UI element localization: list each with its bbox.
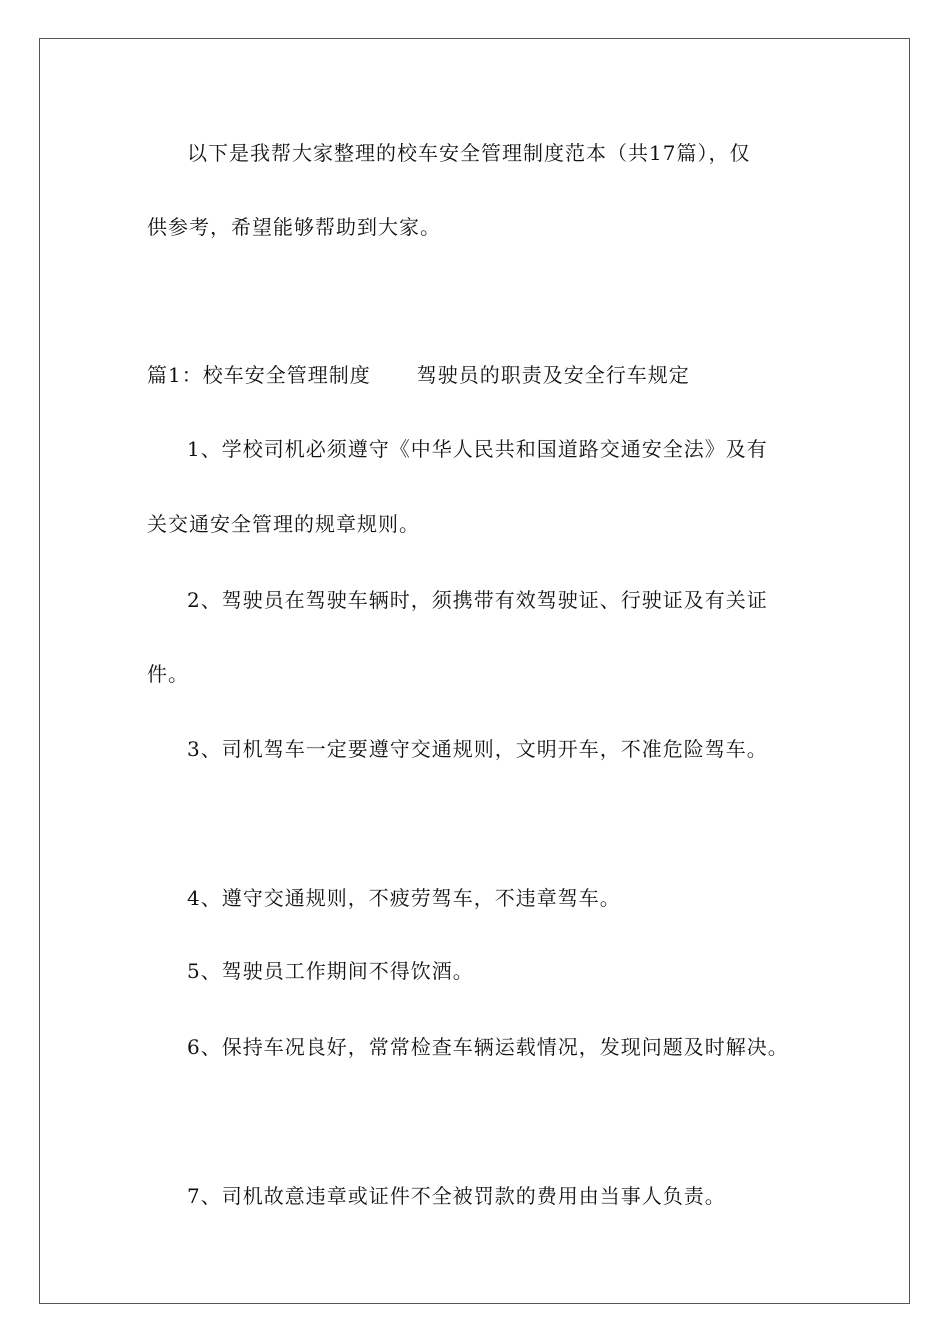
item-5: 5、驾驶员工作期间不得饮酒。 (187, 959, 474, 983)
item-3: 3、司机驾车一定要遵守交通规则，文明开车，不准危险驾车。 (187, 737, 768, 761)
section-heading (147, 361, 690, 389)
section-heading-subtitle: 驾驶员的职责及安全行车规定 (416, 363, 690, 387)
item-2-line-2: 件。 (147, 662, 189, 686)
item-4: 4、遵守交通规则，不疲劳驾车，不违章驾车。 (187, 886, 621, 910)
intro-line-2: 供参考，希望能够帮助到大家。 (147, 215, 441, 239)
item-2-line-1: 2、驾驶员在驾驶车辆时，须携带有效驾驶证、行驶证及有关证 (187, 588, 768, 612)
item-6: 6、保持车况良好，常常检查车辆运载情况，发现问题及时解决。 (187, 1035, 789, 1059)
item-1-line-2: 关交通安全管理的规章规则。 (147, 512, 420, 536)
intro-line-1: 以下是我帮大家整理的校车安全管理制度范本（共17篇），仅 (187, 141, 751, 165)
section-heading-title: 篇1：校车安全管理制度 (147, 363, 371, 387)
item-7: 7、司机故意违章或证件不全被罚款的费用由当事人负责。 (187, 1184, 726, 1208)
item-1-line-1: 1、学校司机必须遵守《中华人民共和国道路交通安全法》及有 (187, 437, 768, 461)
